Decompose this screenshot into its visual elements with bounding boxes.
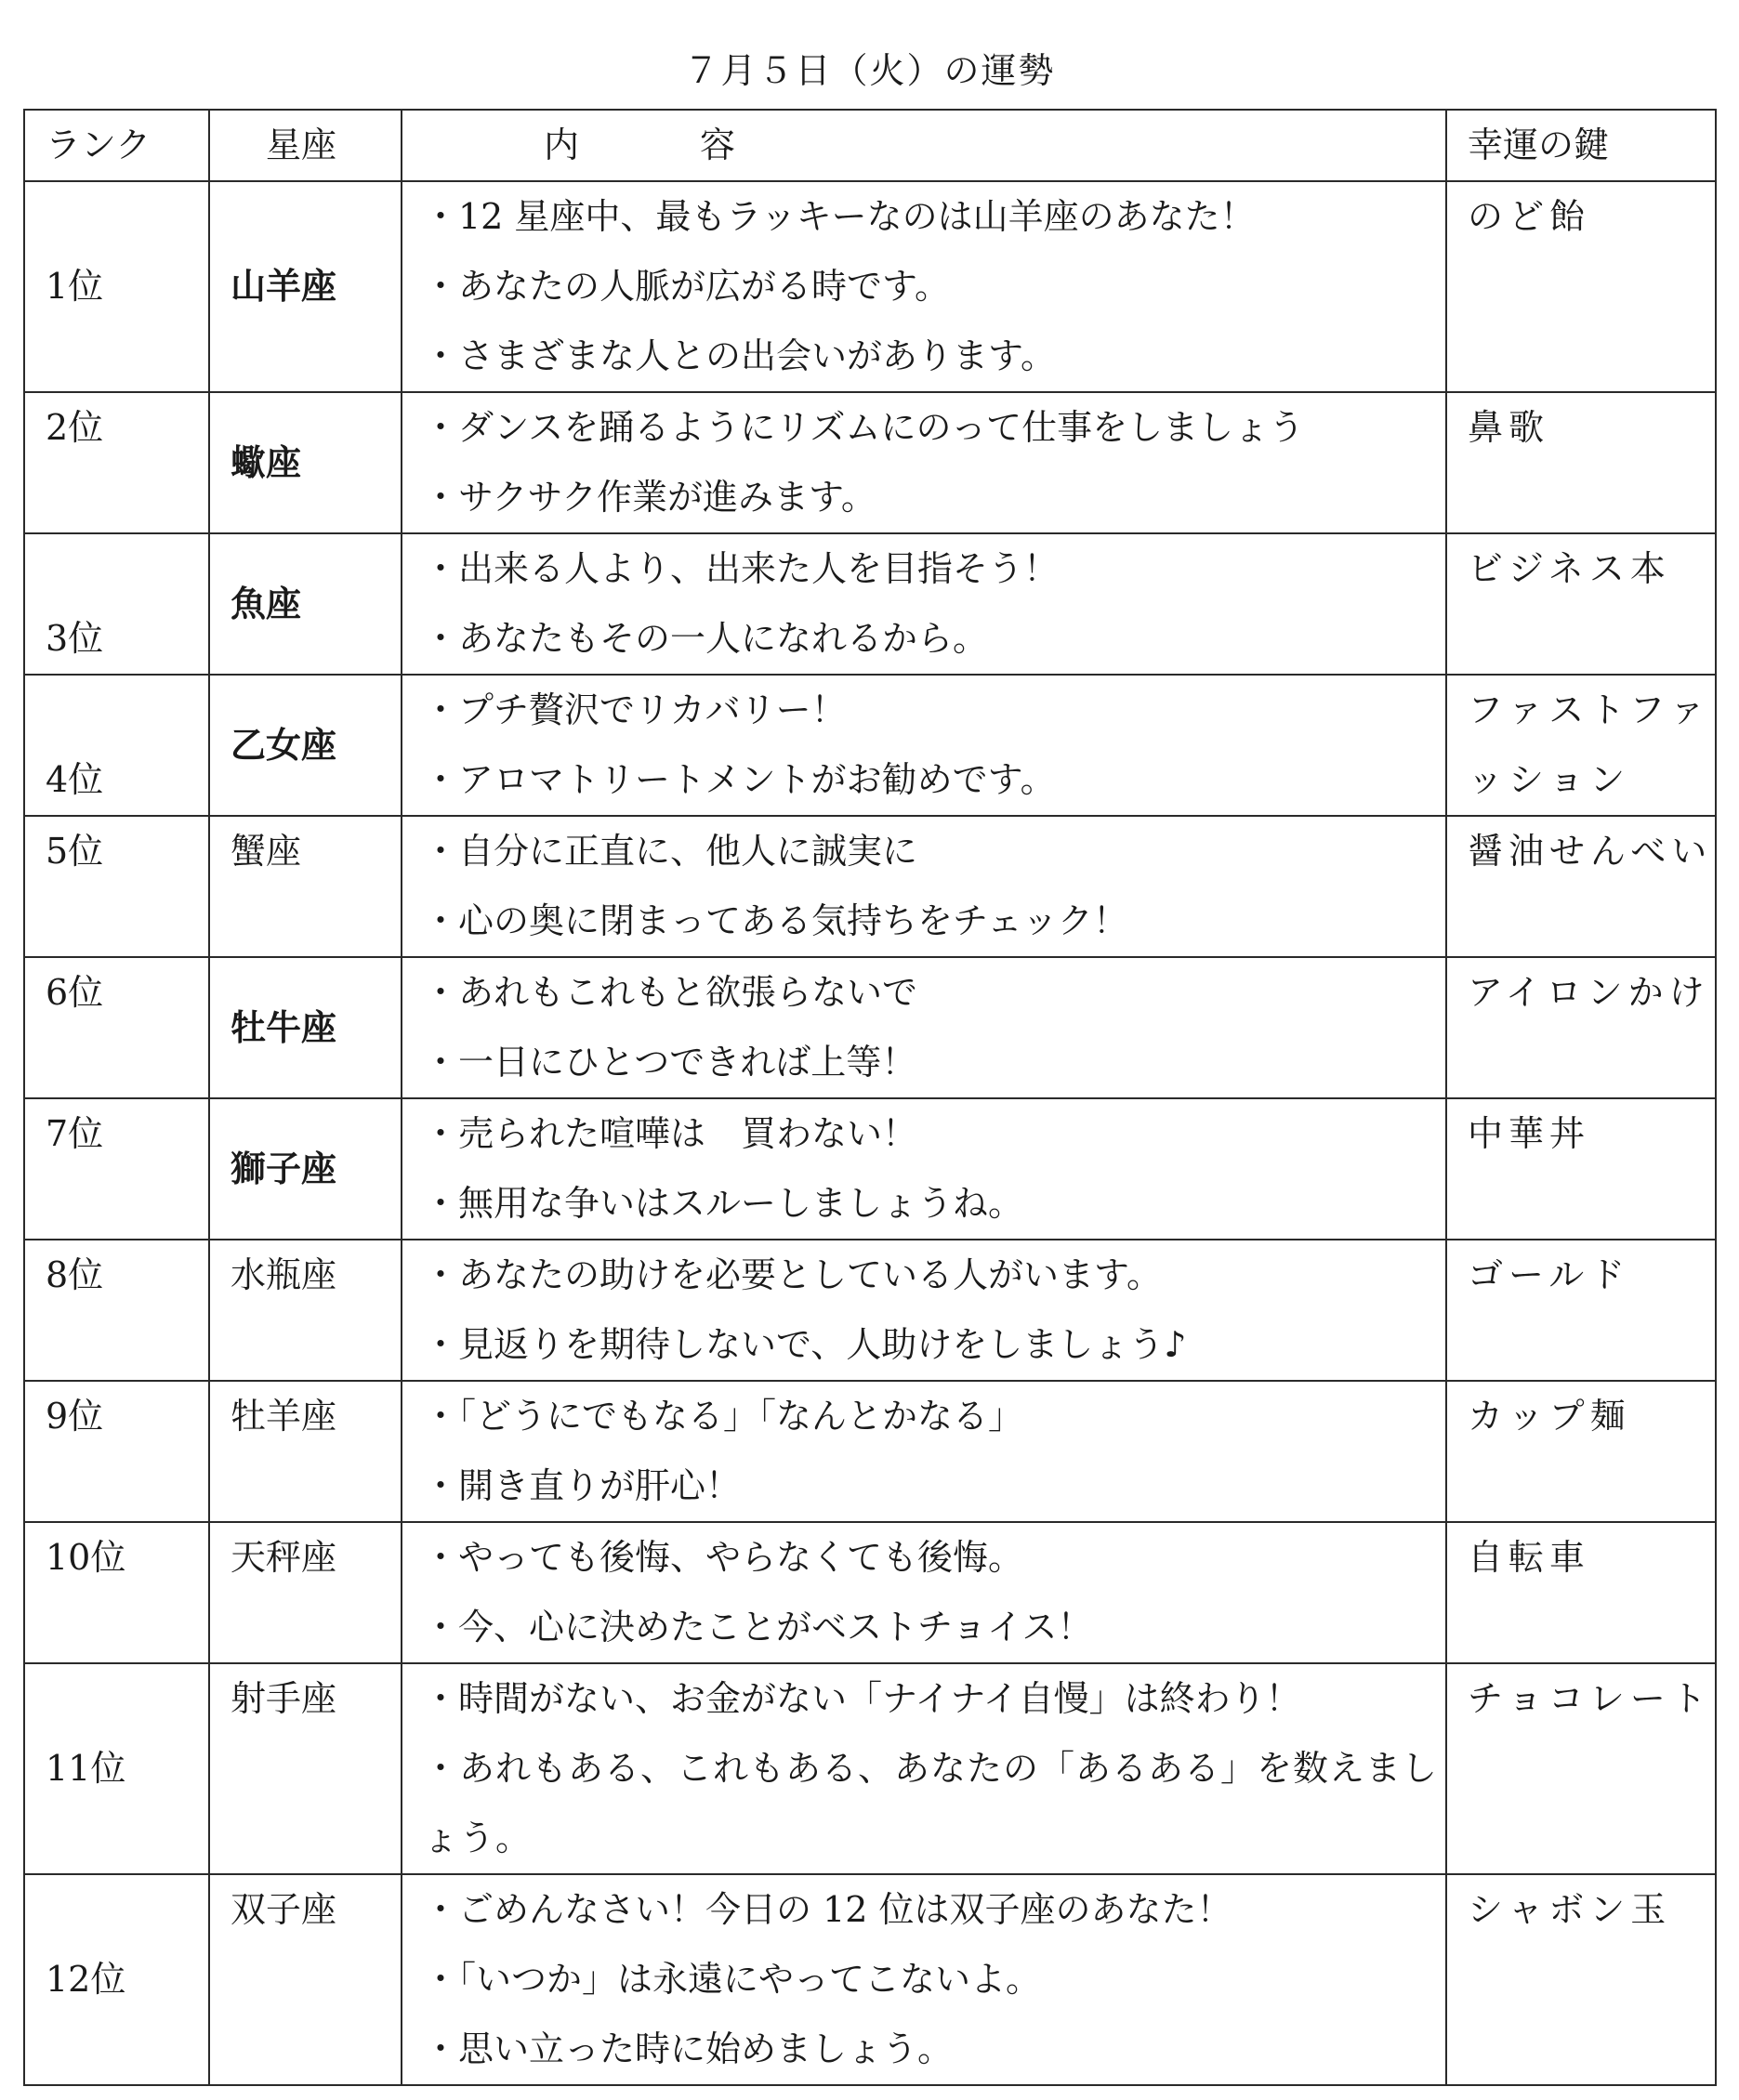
rank-cell [24,1098,209,1240]
content-line: ・12 星座中、最もラッキーなのは山羊座のあなた！ [423,196,1256,237]
content-line: ・さまざまな人との出会いがあります。 [423,335,1056,376]
content-cell [402,1522,1446,1663]
lucky-key: アイロンかけ [1468,972,1710,1013]
rank-label: 6位 [46,972,104,1013]
rank-cell [24,1381,209,1522]
table-row [24,816,1716,957]
sign-cell [209,1098,402,1240]
sign-cell [209,675,402,816]
lucky-key-cell [1446,1663,1716,1874]
content-cell [402,816,1446,957]
sign-cell [209,816,402,957]
content-line: ・出来る人より、出来た人を目指そう！ [423,548,1060,589]
content-line: ・「いつか」は永遠にやってこないよ。 [423,1959,1042,2000]
rank-label: 9位 [46,1396,104,1437]
lucky-key: のど飴 [1468,196,1591,237]
content-cell [402,1381,1446,1522]
rank-cell [24,392,209,533]
sign-cell [209,1522,402,1663]
lucky-key-cell [1446,1381,1716,1522]
rank-cell [24,1663,209,1874]
rank-label: 7位 [46,1113,104,1154]
rank-cell [24,533,209,675]
lucky-key: カップ麺 [1468,1396,1631,1437]
table-row [24,1874,1716,2085]
content-cell [402,181,1446,392]
content-cell [402,1663,1446,1874]
rank-label: 8位 [46,1254,104,1295]
content-line: ・ごめんなさい！今日の 12 位は双子座のあなた！ [423,1889,1232,1930]
lucky-key: チョコレート [1468,1678,1712,1719]
lucky-key-cell [1446,816,1716,957]
lucky-key: 鼻歌 [1468,407,1550,448]
sign-label: 魚座 [231,583,302,624]
sign-label: 双子座 [231,1889,337,1930]
sign-column-header: 星座 [209,110,402,181]
lucky-key: ゴールド [1468,1254,1631,1295]
lucky-key: 中華丼 [1468,1113,1591,1154]
table-row [24,1522,1716,1663]
fortune-rows [24,181,1716,2085]
content-line: ・ダンスを踊るようにリズムにのって仕事をしましょう [423,407,1305,448]
lucky-key-cell [1446,1240,1716,1381]
content-cell [402,1240,1446,1381]
rank-cell [24,675,209,816]
sign-cell [209,392,402,533]
sign-cell [209,1381,402,1522]
rank-label: 4位 [46,759,104,800]
sign-cell [209,1240,402,1381]
lucky-key: 醤油せんべい [1468,831,1713,872]
lucky-key: ファストファッション [1468,689,1711,800]
table-row [24,675,1716,816]
content-line: ・思い立った時に始めましょう。 [423,2028,954,2069]
rank-cell [24,957,209,1098]
table-row [24,1663,1716,1874]
table-row [24,957,1716,1098]
table-row [24,1381,1716,1522]
rank-label: 12位 [46,1959,126,2000]
content-cell [402,957,1446,1098]
table-row [24,1098,1716,1240]
content-line: ・やっても後悔、やらなくても後悔。 [423,1537,1024,1578]
content-cell [402,1874,1446,2085]
lucky-key-cell [1446,675,1716,816]
table-header-row [24,110,1716,181]
content-line: ・あれもこれもと欲張らないで [423,972,918,1013]
rank-label: 10位 [46,1537,126,1578]
content-line: ・あなたの人脈が広がる時です。 [423,266,950,307]
rank-cell [24,816,209,957]
sign-label: 水瓶座 [231,1254,337,1295]
sign-label: 天秤座 [231,1537,337,1578]
content-line: ・心の奥に閉まってある気持ちをチェック！ [423,900,1128,941]
lucky-key: 自転車 [1468,1537,1591,1578]
content-line: ・今、心に決めたことがベストチョイス！ [423,1607,1093,1647]
lucky-key: シャボン玉 [1468,1889,1672,1930]
content-line: ・アロマトリートメントがお勧めです。 [423,759,1056,800]
rank-cell [24,1874,209,2085]
content-line: ・「どうにでもなる」「なんとかなる」 [423,1396,1024,1437]
content-line: ・一日にひとつできれば上等！ [423,1042,917,1083]
lucky-key-cell [1446,1874,1716,2085]
rank-cell [24,181,209,392]
sign-cell [209,533,402,675]
content-line: ・開き直りが肝心！ [423,1465,742,1506]
lucky-key: ビジネス本 [1468,548,1671,589]
lucky-key-cell [1446,1098,1716,1240]
sign-label: 獅子座 [231,1148,337,1189]
sign-label: 牡羊座 [231,1396,337,1437]
sign-cell [209,181,402,392]
rank-label: 1位 [46,266,104,307]
rank-cell [24,1240,209,1381]
lucky-key-cell [1446,533,1716,675]
rank-label: 11位 [46,1748,126,1789]
content-line: ・自分に正直に、他人に誠実に [423,831,918,872]
lucky-key-cell [1446,957,1716,1098]
sign-label: 蟹座 [231,831,302,872]
table-row [24,181,1716,392]
content-line: ・プチ贅沢でリカバリー！ [423,689,847,730]
rank-label: 3位 [46,618,104,659]
content-line: ・あなたもその一人になれるから。 [423,618,989,659]
lucky-key-cell [1446,181,1716,392]
sign-cell [209,1874,402,2085]
lucky-key-column-header: 幸運の鍵 [1446,110,1716,181]
content-column-header: 内容 [402,110,1446,181]
rank-column-header: ランク [24,110,209,181]
content-line: ・時間がない、お金がない「ナイナイ自慢」は終わり！ [423,1678,1301,1719]
content-line: ・無用な争いはスルーしましょうね。 [423,1183,1024,1224]
sign-label: 射手座 [231,1678,337,1719]
page-title: ７月５日（火）の運勢 [683,50,1056,91]
table-row [24,392,1716,533]
content-line: ・売られた喧嘩は 買わない！ [423,1113,918,1154]
content-line: ・あなたの助けを必要としている人がいます。 [423,1254,1162,1295]
content-line: ・見返りを期待しないで、人助けをしましょう♪ [423,1324,1187,1365]
sign-cell [209,957,402,1098]
content-cell [402,533,1446,675]
sign-label: 乙女座 [231,724,337,766]
content-cell [402,392,1446,533]
rank-cell [24,1522,209,1663]
table-row [24,1240,1716,1381]
content-line: ・サクサク作業が進みます。 [423,477,876,518]
sign-label: 山羊座 [231,266,337,307]
sign-cell [209,1663,402,1874]
rank-label: 5位 [46,831,104,872]
rank-label: 2位 [46,407,104,448]
table-row [24,533,1716,675]
lucky-key-cell [1446,1522,1716,1663]
sign-label: 牡牛座 [231,1006,337,1048]
content-cell [402,675,1446,816]
content-line: ・あれもある、これもある、あなたの「あるある」を数えましょう。 [423,1748,1439,1858]
fortune-table [23,109,1717,2086]
content-cell [402,1098,1446,1240]
sign-label: 蠍座 [231,441,302,483]
lucky-key-cell [1446,392,1716,533]
